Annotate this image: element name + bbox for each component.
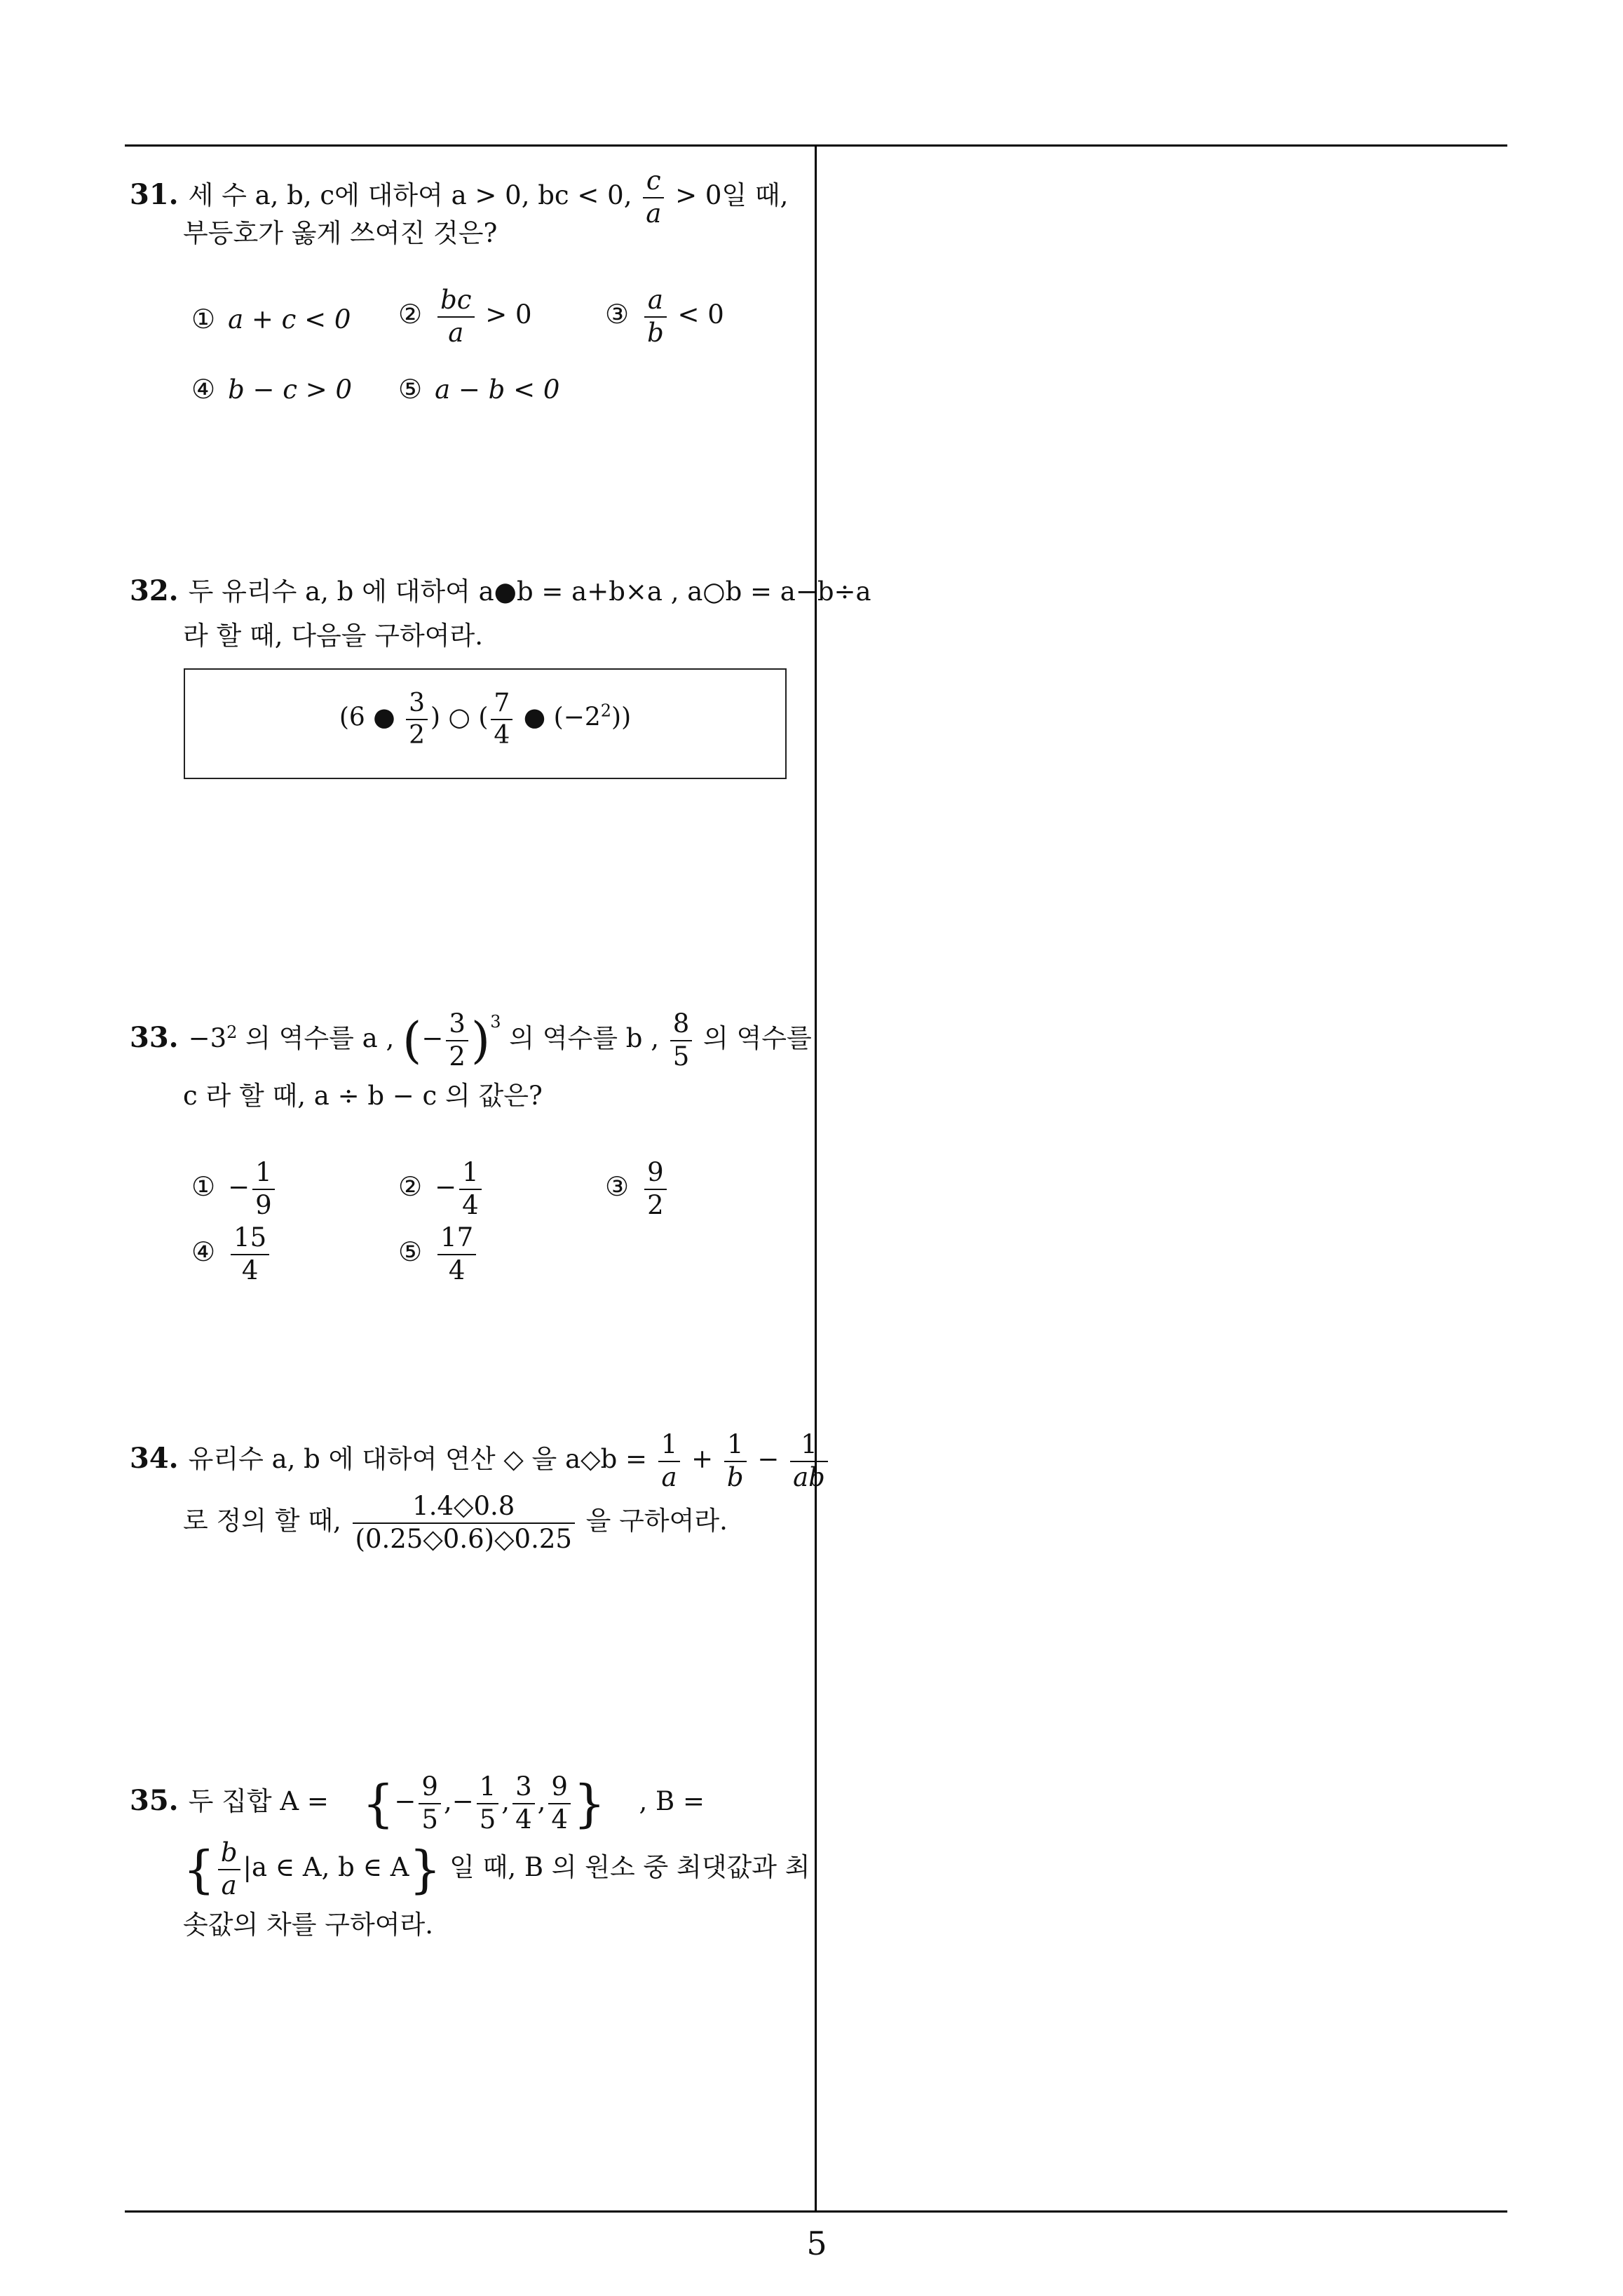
question-number: 31. <box>130 178 179 212</box>
fraction-c-over-a: $\frac{c}{a}$ <box>643 167 664 228</box>
question-32-text: 두 유리수 a, b 에 대하여 a●b = a+b×a , a○b = a−b÷a <box>188 576 871 607</box>
question-33-line-1: 33. $-3^2$ 의 역수를 a , (− $\frac{3}{2}$ )$^3$ 의 역수를 b , $\frac{8}{5}$ 의 역수를 <box>130 1008 812 1072</box>
boxed-expression: (6 ● $\frac{3}{2}$ ) ○ ( $\frac{7}{4}$ ● $(-2^2)$) <box>339 689 632 750</box>
question-number: 33. <box>130 1021 179 1055</box>
question-35-line-2: { $\frac{b}{a}$ |a ∈ A, b ∈ A} 일 때, B 의 원소 중 최댓값과 최 <box>183 1837 810 1900</box>
question-33-line-2: c 라 할 때, a ÷ b − c 의 값은? <box>183 1081 543 1111</box>
question-32-line-1 <box>130 574 871 609</box>
question-34-line-2: 로 정의 할 때, $\frac{1.4◇0.8}{(0.25◇0.6)◇0.25}$ 을 구하여라. <box>183 1491 728 1554</box>
choice-1[interactable]: ① a + c < 0 <box>191 304 351 335</box>
question-31-text-a: 세 수 a, b, c에 대하여 a > 0, bc < 0, <box>188 180 641 211</box>
set-a: {− $\frac{9}{5}$ ,− $\frac{1}{5}$ , $\frac{3}{4}$ , $\frac{9}{4}$ } <box>362 1771 606 1835</box>
question-35-line-1: 35. 두 집합 A = {− $\frac{9}{5}$ ,− $\frac{1}{5}$ , $\frac{3}{4}$ , $\frac{9}{4}$ } , B = <box>130 1771 705 1835</box>
question-32-line-2: 라 할 때, 다음을 구하여라. <box>183 621 483 651</box>
question-35-line-3: 솟값의 차를 구하여라. <box>183 1910 433 1940</box>
choice-5[interactable]: ⑤ a − b < 0 <box>398 374 560 405</box>
choice-3[interactable]: ③ $\frac{a}{b}$ < 0 <box>605 285 724 348</box>
column-divider <box>815 144 817 2213</box>
question-number: 32. <box>130 574 179 607</box>
expression-box <box>184 668 787 779</box>
choice-1[interactable]: ① − $\frac{1}{9}$ <box>191 1159 278 1220</box>
choice-3[interactable]: ③ $\frac{9}{2}$ <box>605 1159 670 1220</box>
question-31-line-2: 부등호가 옳게 쓰여진 것은? <box>183 218 498 248</box>
choice-4[interactable]: ④ $\frac{15}{4}$ <box>191 1224 272 1285</box>
choice-2[interactable]: ② $\frac{bc}{a}$ > 0 <box>398 285 532 348</box>
page-number: 5 <box>806 2224 827 2262</box>
question-31-text-b: > 0일 때, <box>667 180 789 211</box>
choice-2[interactable]: ② − $\frac{1}{4}$ <box>398 1159 484 1220</box>
question-number: 34. <box>130 1442 179 1475</box>
bottom-rule <box>125 2210 1507 2213</box>
choice-4[interactable]: ④ b − c > 0 <box>191 374 353 405</box>
question-number: 35. <box>130 1784 179 1818</box>
question-34-line-1: 34. 유리수 a, b 에 대하여 연산 ◇ 을 a◇b = $\frac{1}{a}$ + $\frac{1}{b}$ − $\frac{1}{ab}$ <box>130 1431 831 1492</box>
choice-5[interactable]: ⑤ $\frac{17}{4}$ <box>398 1224 479 1285</box>
